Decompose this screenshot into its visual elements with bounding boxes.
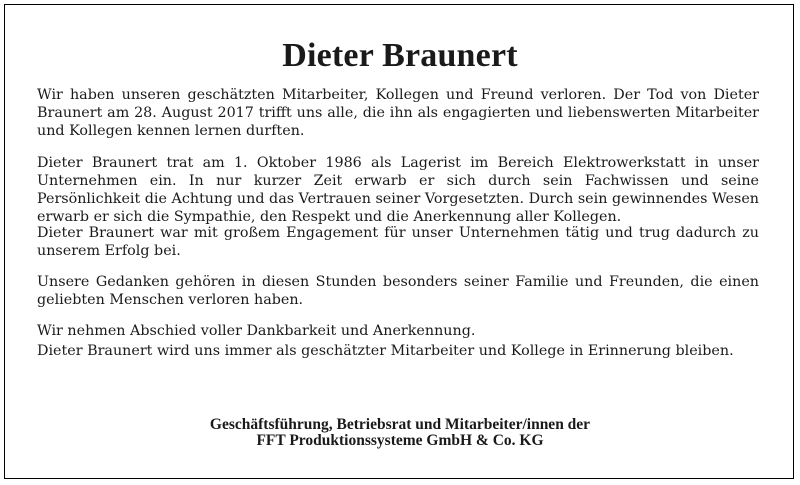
signature-line-2: FFT Produktionssysteme GmbH & Co. KG [256, 432, 544, 449]
paragraph-engagement: Dieter Braunert war mit großem Engagement für unser Unternehmen tätig und trug dadurch zu unserem Erfolg bei. [37, 225, 759, 259]
deceased-name-heading: Dieter Braunert [282, 37, 518, 74]
paragraph-career: Dieter Braunert trat am 1. Oktober 1986 als Lagerist im Bereich Elektrowerkstatt in unser Unternehmen ein. In nur kurzer Zeit erwarb er sich durch sein Fachwissen und seine Persönlichkeit die Achtung und das Vertrauen seiner Vorgesetzten. Durch sein gewinnendes Wesen erwarb er sich die Sympathie, den Respekt und die Anerkennung aller Kollegen. [37, 155, 759, 225]
paragraph-remembrance: Dieter Braunert wird uns immer als geschätzter Mitarbeiter und Kollege in Erinnerung bleiben. [37, 343, 734, 359]
signature-line-1: Geschäftsführung, Betriebsrat und Mitarbeiter/innen der [209, 416, 591, 433]
paragraph-condolence: Unsere Gedanken gehören in diesen Stunden besonders seiner Familie und Freunden, die einen geliebten Menschen verloren haben. [37, 274, 759, 308]
paragraph-loss: Wir haben unseren geschätzten Mitarbeiter, Kollegen und Freund verloren. Der Tod von Dieter Braunert am 28. August 2017 trifft uns alle, die ihn als engagierten und liebenswerten Mitarbeiter und Kollegen kennen lernen durften. [37, 87, 759, 139]
paragraph-farewell: Wir nehmen Abschied voller Dankbarkeit und Anerkennung. [37, 323, 476, 339]
